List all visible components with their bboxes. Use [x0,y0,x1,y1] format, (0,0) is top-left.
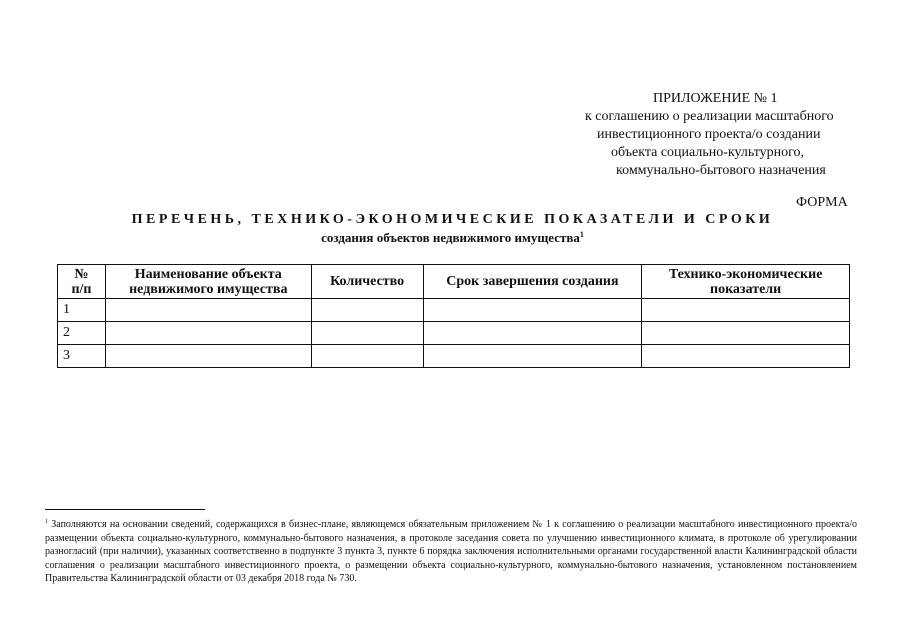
cell-name[interactable] [105,322,311,345]
appendix-line: объекта социально-культурного, [611,145,805,160]
header-deadline: Срок завершения создания [423,265,642,299]
cell-name[interactable] [105,299,311,322]
header-num: № п/п [58,265,106,299]
appendix-title: ПРИЛОЖЕНИЕ № 1 [653,91,778,106]
table-row [58,345,850,368]
cell-indicators[interactable] [642,299,850,322]
row-number: 1 [58,299,106,322]
header-indicators: Технико-экономические показатели [642,265,850,299]
table-row [58,299,850,322]
cell-indicators[interactable] [642,345,850,368]
appendix-line: инвестиционного проекта/о создании [597,127,821,142]
cell-quantity[interactable] [311,322,423,345]
cell-deadline[interactable] [423,299,642,322]
footnote [45,516,857,586]
appendix-header [560,90,905,180]
header-name: Наименование объекта недвижимого имущества [105,265,311,299]
table-header-row [58,265,850,299]
appendix-line: коммунально-бытового назначения [616,163,826,178]
footnote-mark: 1 [45,519,48,525]
footnote-divider [45,509,205,510]
subtitle-text: создания объектов недвижимого имущества [321,230,580,245]
objects-table [57,264,850,368]
appendix-line: к соглашению о реализации масштабного [585,109,834,124]
header-quantity: Количество [311,265,423,299]
table-row [58,322,850,345]
form-label: ФОРМА [796,195,848,210]
row-number: 3 [58,345,106,368]
row-number: 2 [58,322,106,345]
footnote-text: Заполняются на основании сведений, содержащихся в бизнес-плане, являющемся обязательным приложением № 1 к соглашению о реализации масштабного инвестиционного проекта/о размещении объекта социально-культурного, коммунально-бытового назначения, в протоколе заседания совета по улучшению инвестиционного климата, в протоколе об урегулировании разногласий (при наличии), указанных соответственно в подпункте 3 пункта 3, пункте 6 порядка заключения исполнительными органами государственной власти Калининградской области соглашения о реализации масштабного инвестиционного проекта, о размещении объекта социально-культурного, коммунально-бытового назначения, установленном постановлением Правительства Калининградской области от 03 декабря 2018 года № 730. [45,519,858,584]
document-title: ПЕРЕЧЕНЬ, ТЕХНИКО-ЭКОНОМИЧЕСКИЕ ПОКАЗАТЕЛИ И СРОКИ [131,212,774,227]
cell-quantity[interactable] [311,345,423,368]
cell-deadline[interactable] [423,322,642,345]
document-subtitle [0,230,905,246]
cell-indicators[interactable] [642,322,850,345]
footnote-mark: 1 [579,230,584,239]
cell-quantity[interactable] [311,299,423,322]
cell-deadline[interactable] [423,345,642,368]
cell-name[interactable] [105,345,311,368]
